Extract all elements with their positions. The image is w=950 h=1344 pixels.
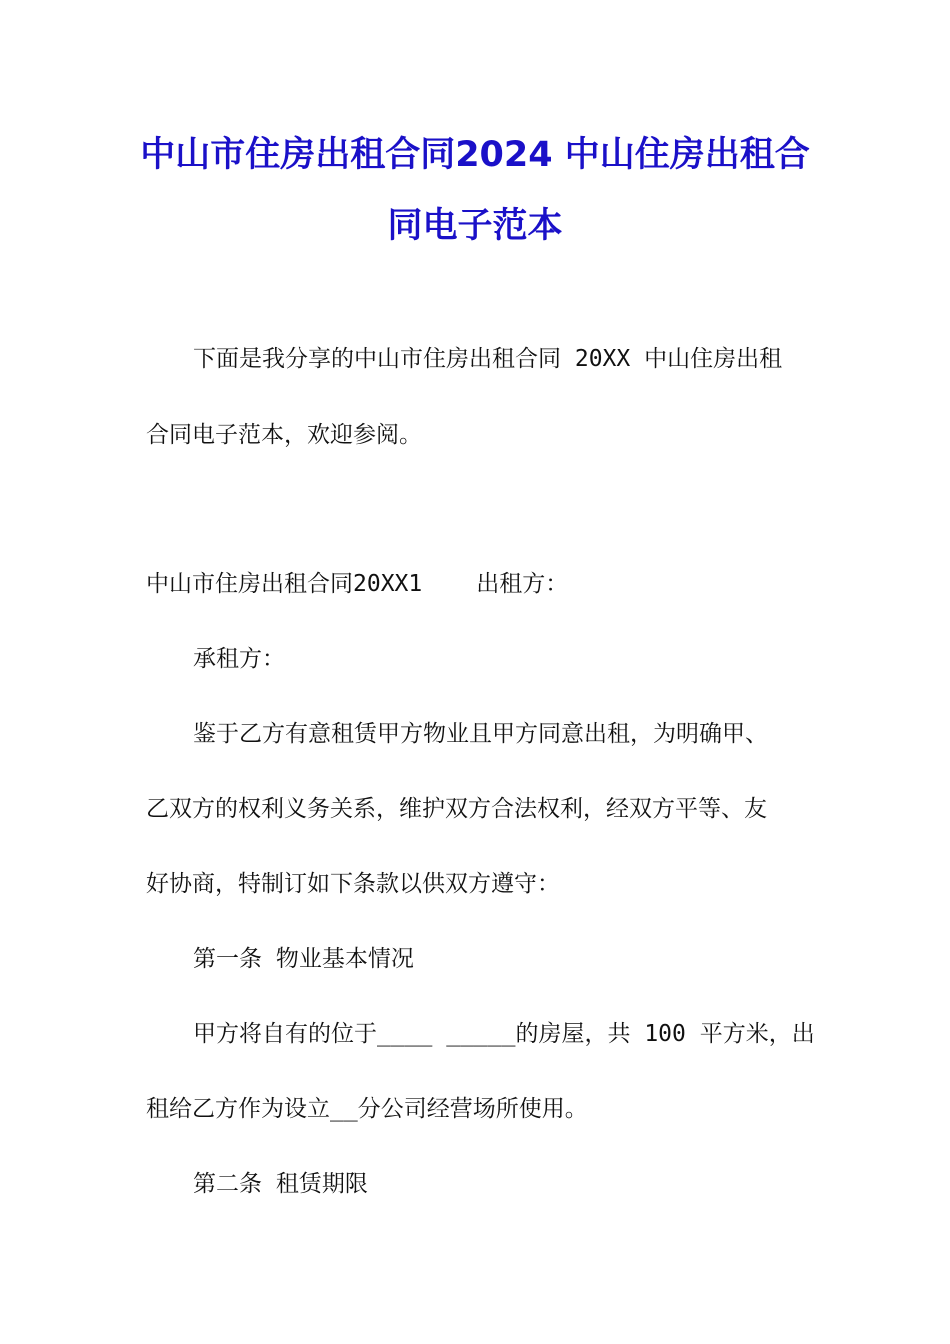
article-1-line-2: 租给乙方作为设立__分公司经营场所使用。 xyxy=(146,1096,588,1122)
lessee-label: 承租方： xyxy=(193,646,285,672)
preamble-line-2: 乙双方的权利义务关系，维护双方合法权利，经双方平等、友 xyxy=(146,796,767,822)
lessor-label: 出租方： xyxy=(476,571,569,597)
article-1-heading: 第一条 物业基本情况 xyxy=(193,946,414,972)
article-1-line-1: 甲方将自有的位于____ _____的房屋，共 100 平方米，出 xyxy=(193,1021,815,1047)
intro-paragraph-line-2: 合同电子范本，欢迎参阅。 xyxy=(146,422,422,448)
intro-paragraph-line-1: 下面是我分享的中山市住房出租合同 20XX 中山住房出租 xyxy=(193,346,783,372)
document-title-line-1: 中山市住房出租合同2024 中山住房出租合 xyxy=(140,135,810,175)
preamble-line-1: 鉴于乙方有意租赁甲方物业且甲方同意出租，为明确甲、 xyxy=(193,721,768,747)
preamble-line-3: 好协商，特制订如下条款以供双方遵守： xyxy=(146,871,560,897)
contract-heading: 中山市住房出租合同20XX1 xyxy=(146,571,423,597)
article-2-heading: 第二条 租赁期限 xyxy=(193,1171,368,1197)
document-title-line-2: 同电子范本 xyxy=(387,206,563,246)
contract-heading-line xyxy=(146,568,826,600)
